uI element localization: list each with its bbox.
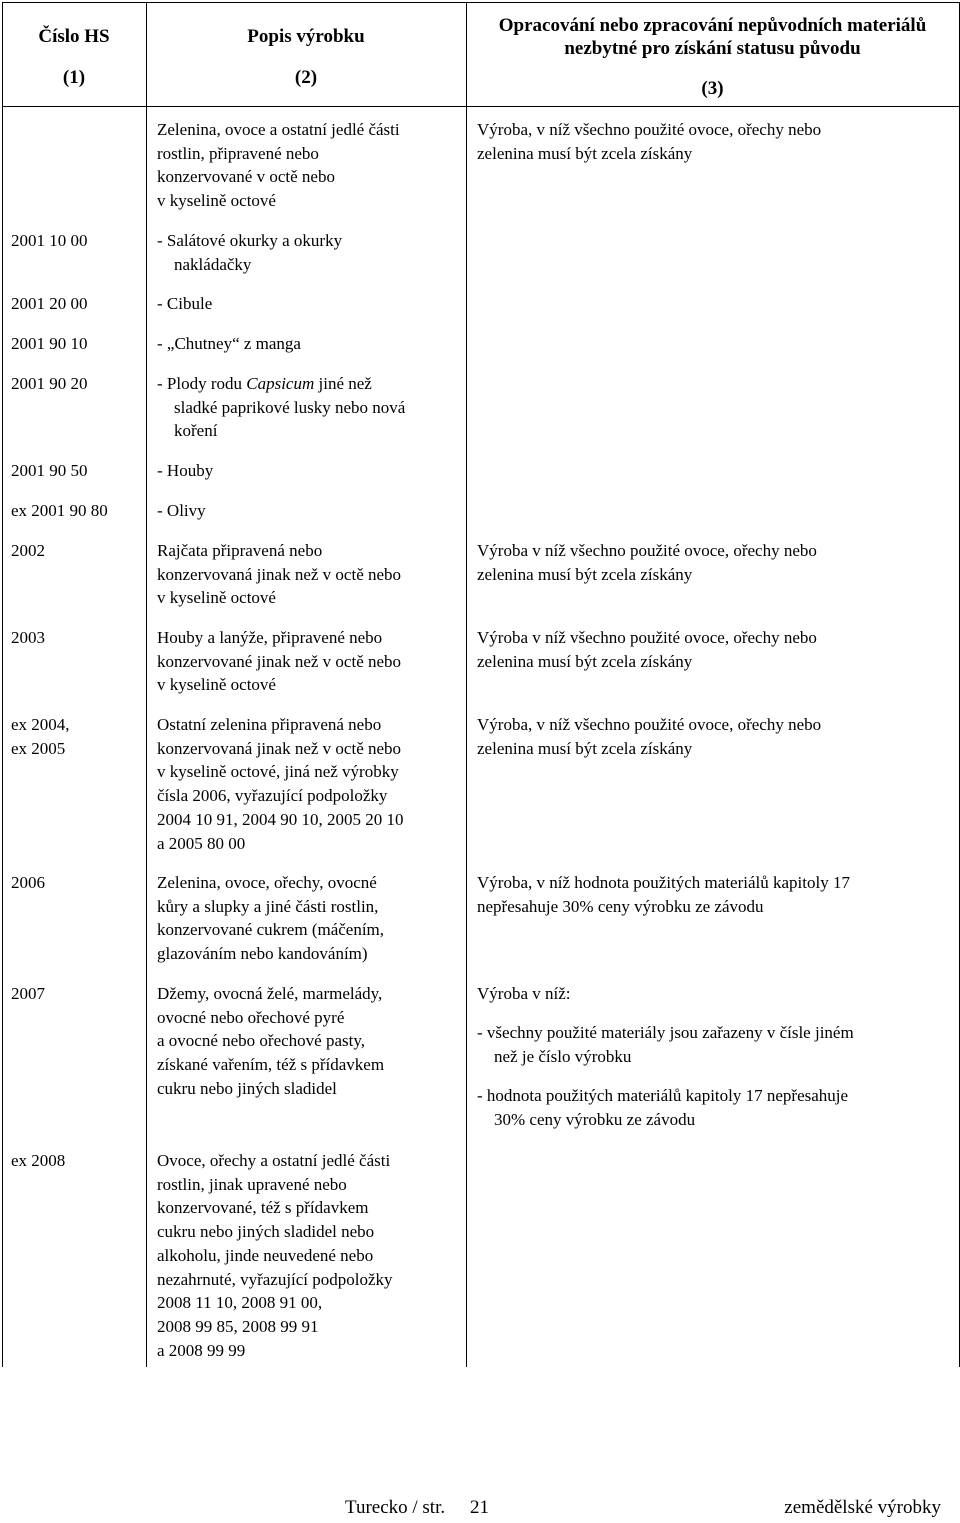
- footer-page-number: 21: [470, 1497, 489, 1518]
- row-code-2001-20-00: 2001 20 00: [11, 294, 88, 313]
- row-desc-2001-90-20: - Plody rodu Capsicum jiné než sladké paprikové lusky nebo nová koření: [157, 374, 406, 441]
- row-desc-2001-10-00: - Salátové okurky a okurky nakládačky: [157, 231, 343, 274]
- row-code-2006: 2006: [11, 873, 45, 892]
- row-desc-2006: Zelenina, ovoce, ořechy, ovocné kůry a slupky a jiné části rostlin, konzervované cukrem (máčením, glazováním nebo kandováním): [157, 873, 385, 964]
- row-desc-2003: Houby a lanýže, připravené nebo konzervované jinak než v octě nebo v kyselině octové: [157, 628, 402, 695]
- row-rule-2006: Výroba, v níž hodnota použitých materiálů kapitoly 17 nepřesahuje 30% ceny výrobku ze závodu: [477, 873, 850, 916]
- row-rule-2007-item1: - všechny použité materiály jsou zařazeny v čísle jiném než je číslo výrobku: [477, 1023, 854, 1066]
- header-col3-title-line2: nezbytné pro získání statusu původu: [564, 38, 861, 59]
- row-rule-2007-intro: Výroba v níž:: [477, 984, 571, 1003]
- row-code-2001-90-20: 2001 90 20: [11, 374, 88, 393]
- row-desc-ex-2001-90-80: - Olivy: [157, 501, 206, 520]
- row-code-ex-2001-90-80: ex 2001 90 80: [11, 501, 108, 520]
- row-desc-2001-20-00: - Cibule: [157, 294, 213, 313]
- row-rule-ex-2004-2005: Výroba, v níž všechno použité ovoce, ořechy nebo zelenina musí být zcela získány: [477, 715, 822, 758]
- row-desc-2001-90-50: - Houby: [157, 461, 214, 480]
- row-code-2003: 2003: [11, 628, 45, 647]
- row-desc-2001: Zelenina, ovoce a ostatní jedlé části rostlin, připravené nebo konzervované v octě nebo v kyselině octové: [157, 120, 400, 211]
- table-border-left: [2, 2, 3, 1367]
- row-rule-2001: Výroba, v níž všechno použité ovoce, ořechy nebo zelenina musí být zcela získány: [477, 120, 822, 163]
- table-border-top: [2, 2, 960, 3]
- row-desc-ex-2004-2005: Ostatní zelenina připravená nebo konzervovaná jinak než v octě nebo v kyselině octové, jiná než výrobky čísla 2006, vyřazující podpoložky 2004 10 91, 2004 90 10, 2005 20 10 a 2005 80 00: [157, 715, 404, 853]
- header-col2-title: Popis výrobku: [247, 26, 365, 47]
- header-col1-title: Číslo HS: [38, 26, 110, 47]
- row-desc-2001-90-10: - „Chutney“ z manga: [157, 334, 301, 353]
- row-code-ex-2004-2005: ex 2004, ex 2005: [11, 715, 70, 758]
- header-col1-number: (1): [62, 67, 86, 88]
- row-code-2001-90-10: 2001 90 10: [11, 334, 88, 353]
- footer-section: zemědělské výrobky: [784, 1497, 941, 1518]
- row-code-ex-2008: ex 2008: [11, 1151, 66, 1170]
- row-rule-2003: Výroba v níž všechno použité ovoce, ořechy nebo zelenina musí být zcela získány: [477, 628, 817, 671]
- header-col2-number: (2): [294, 67, 318, 88]
- table-border-col3: [466, 2, 467, 1367]
- row-rule-2002: Výroba v níž všechno použité ovoce, ořechy nebo zelenina musí být zcela získány: [477, 541, 817, 584]
- row-code-2002: 2002: [11, 541, 45, 560]
- row-desc-ex-2008: Ovoce, ořechy a ostatní jedlé části rostlin, jinak upravené nebo konzervované, též s přídavkem cukru nebo jiných sladidel nebo alkoholu, jinde neuvedené nebo nezahrnuté, vyřazující podpoložky 2008 11 10, 2008 91 00, 2008 99 85, 2008 99 91 a 2008 99 99: [157, 1151, 393, 1360]
- table-border-col2: [146, 2, 147, 1367]
- row-code-2001-10-00: 2001 10 00: [11, 231, 88, 250]
- row-desc-2007: Džemy, ovocná želé, marmelády, ovocné nebo ořechové pyré a ovocné nebo ořechové pasty, získané vařením, též s přídavkem cukru nebo jiných sladidel: [157, 984, 385, 1098]
- header-col3-title-line1: Opracování nebo zpracování nepůvodních materiálů: [498, 15, 927, 36]
- footer-country: Turecko / str.: [345, 1497, 446, 1518]
- row-code-2007: 2007: [11, 984, 45, 1003]
- row-rule-2007-item2: - hodnota použitých materiálů kapitoly 17 nepřesahuje 30% ceny výrobku ze závodu: [477, 1086, 849, 1129]
- row-desc-2002: Rajčata připravená nebo konzervovaná jinak než v octě nebo v kyselině octové: [157, 541, 402, 608]
- header-col3-number: (3): [701, 78, 724, 99]
- row-code-2001-90-50: 2001 90 50: [11, 461, 88, 480]
- header-divider: [2, 106, 960, 107]
